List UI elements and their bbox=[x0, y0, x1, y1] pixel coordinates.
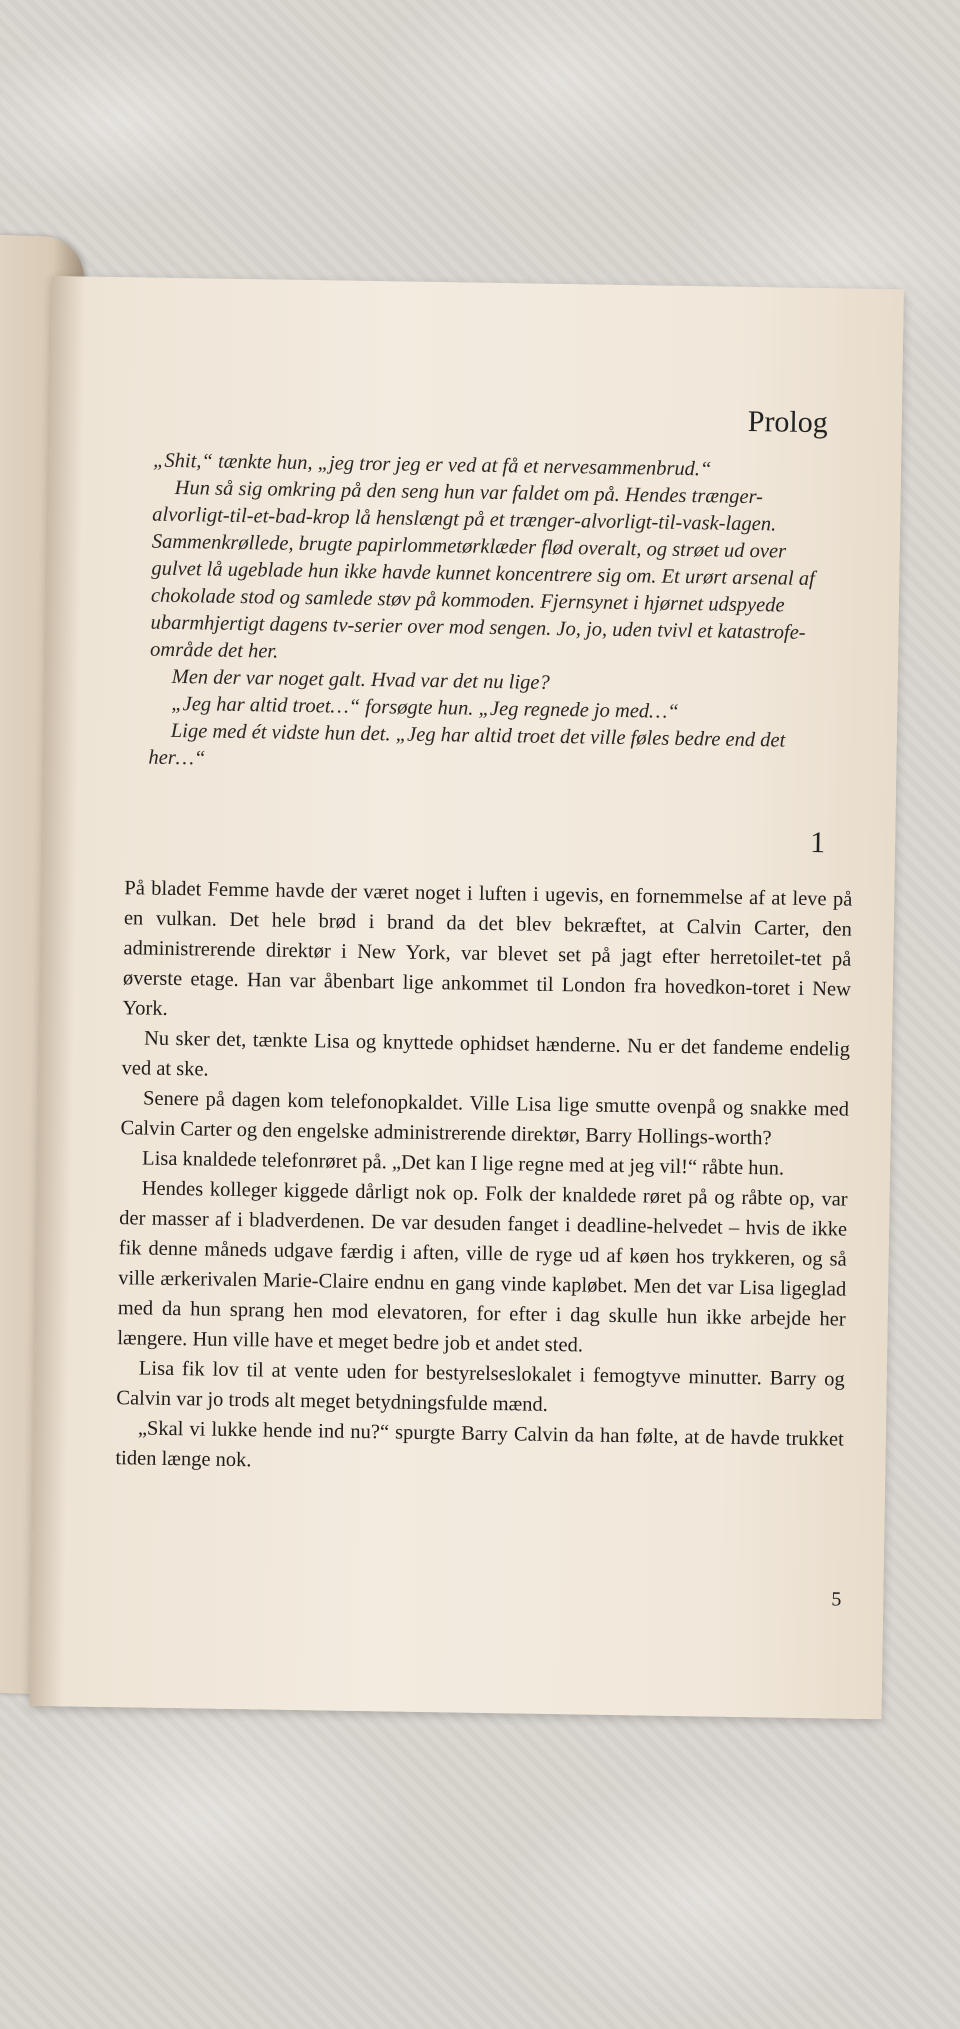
chapter-text bbox=[115, 873, 852, 1484]
prolog-heading: Prolog bbox=[747, 404, 829, 440]
chapter-number: 1 bbox=[809, 825, 826, 860]
body-paragraph: Nu sker det, tænkte Lisa og knyttede ophidset hænderne. Nu er det fandeme endelig ved at ske. bbox=[121, 1027, 851, 1081]
prolog-paragraph: „Jeg har altid troet…“ forsøgte hun. „Jeg regnede jo med…“ bbox=[171, 692, 679, 723]
body-paragraph: Lisa knaldede telefonrøret på. „Det kan I lige regne med at jeg vil!“ råbte hun. bbox=[141, 1147, 785, 1180]
prolog-paragraph: Men der var noget galt. Hvad var det nu lige? bbox=[171, 665, 550, 694]
prolog-text bbox=[148, 448, 833, 783]
page-number: 5 bbox=[831, 1588, 842, 1611]
prolog-paragraph: „Shit,“ tænkte hun, „jeg tror jeg er ved at få et nervesammenbrud.“ bbox=[152, 449, 712, 481]
prolog-paragraph: Lige med ét vidste hun det. „Jeg har altid troet det ville føles bedre end det her…“ bbox=[148, 719, 786, 770]
body-paragraph: Senere på dagen kom telefonopkaldet. Ville Lisa lige smutte ovenpå og snakke med Calvin Carter og den engelske administrerende direktør, Barry Hollings-worth? bbox=[120, 1087, 850, 1150]
body-paragraph: Hendes kolleger kiggede dårligt nok op. Folk der knaldede røret på og råbte op, var der masser af i bladverdenen. De var desuden fanget i deadline-helvedet – hvis de ikke fik denne måneds udgave færdig i aften, ville de ryge ud af køen hos trykkeren, og så ville ærkerivalen Marie-Claire endnu en gang vinde kapløbet. Men det var Lisa ligeglad med da hun sprang hen mod elevatoren, for efter i dag skulle hun ikke arbejde her længere. Hun ville have et meget bedre job et andet sted. bbox=[117, 1177, 848, 1357]
body-paragraph: På bladet Femme havde der været noget i luften i ugevis, en fornemmelse af at leve på en vulkan. Det hele brød i brand da det blev bekræftet, at Calvin Carter, den administrerende direktør i New York, var blevet set på jagt efter herretoilet-tet på øverste etage. Han var åbenbart lige ankommet til London fra hovedkon-toret i New York. bbox=[122, 877, 853, 1020]
body-paragraph: „Skal vi lukke hende ind nu?“ spurgte Barry Calvin da han følte, at de havde trukket tiden længe nok. bbox=[115, 1417, 844, 1472]
book-page bbox=[30, 276, 904, 1719]
body-paragraph: Lisa fik lov til at vente uden for bestyrelseslokalet i femogtyve minutter. Barry og Calvin var jo trods alt meget betydningsfulde mænd. bbox=[116, 1357, 845, 1416]
prolog-paragraph: Hun så sig omkring på den seng hun var faldet om på. Hendes trænger-alvorligt-til-et-bad-krop lå henslængt på et trænger-alvorligt-til-vask-lagen. Sammenkrøllede, brugte papirlommetørklæder flød overalt, og strøet ud over gulvet lå ugeblade hun ikke havde kunnet koncentrere sig om. Et urørt arsenal af chokolade stod og samlede støv på kommoden. Fjernsynet i hjørnet udspyede ubarmhjertigt dagens tv-serier over mod sengen. Jo, jo, uden tvivl et katastrofe-område det her. bbox=[149, 476, 815, 663]
